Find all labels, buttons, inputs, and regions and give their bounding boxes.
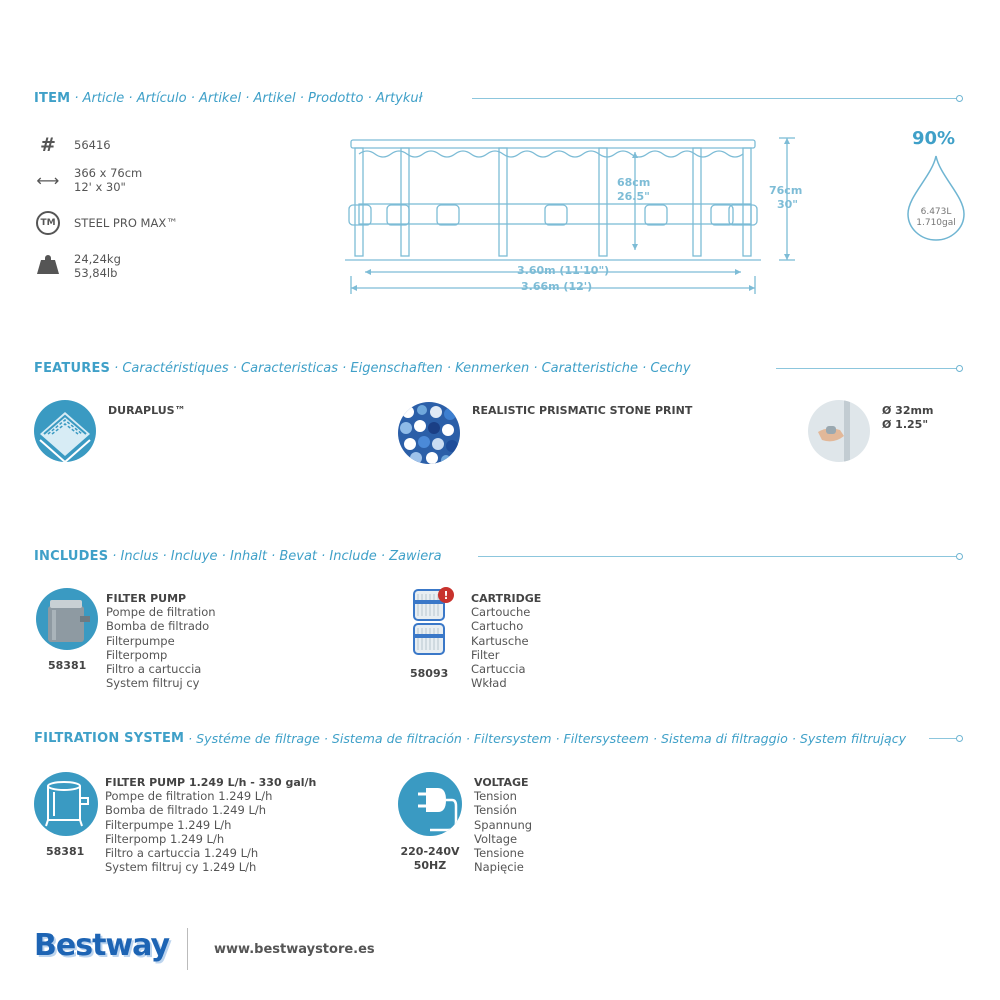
- footer-divider: [187, 928, 188, 970]
- section-divider: [776, 368, 957, 369]
- store-url-link[interactable]: www.bestwaystore.es: [214, 942, 375, 957]
- hose-diameter-in: Ø 1.25": [882, 418, 929, 431]
- inner-width-label: 3.60m (11'10"): [517, 264, 610, 277]
- spec-number: # 56416: [34, 134, 111, 156]
- hose-connection-icon: [808, 400, 870, 462]
- cartridge-image: [408, 586, 460, 660]
- plug-icon: [398, 772, 462, 836]
- section-divider: [929, 738, 957, 739]
- spec-weight: 24,24kg 53,84lb: [34, 252, 121, 280]
- divider-end-dot: [956, 553, 963, 560]
- height-cm-label: 76cm: [769, 184, 803, 197]
- spec-frame: TM STEEL PRO MAX™: [34, 211, 178, 235]
- features-heading: FEATURES · Caractéristiques · Caracteristicas · Eigenschaften · Kenmerken · Caratteristiche · Cechy: [34, 360, 691, 376]
- filter-pump-code: 58381: [48, 659, 87, 672]
- filtration-pump-code: 58381: [46, 845, 85, 858]
- section-divider: [478, 556, 957, 557]
- hose-diameter-mm: Ø 32mm: [882, 404, 934, 417]
- includes-heading: INCLUDES · Inclus · Incluye · Inhalt · Bevat · Include · Zawiera: [34, 548, 442, 564]
- brand-logo: Bestway: [34, 928, 170, 963]
- divider-end-dot: [956, 735, 963, 742]
- feature-duraplus-label: DURAPLUS™: [108, 404, 186, 417]
- filtration-heading: FILTRATION SYSTEM · Systéme de filtrage · Sistema de filtración · Filtersystem · Filtersysteem · Sistema di filtraggio · System filtrujący: [34, 730, 907, 746]
- stone-print-icon: [398, 402, 460, 464]
- hash-icon: #: [40, 134, 56, 156]
- outer-width-label: 3.66m (12'): [521, 280, 593, 293]
- inner-depth-in-label: 26.5": [617, 190, 650, 203]
- duraplus-material-icon: [34, 400, 96, 462]
- filter-pump-image: [36, 588, 98, 650]
- svg-text:!: !: [443, 589, 449, 602]
- double-arrow-icon: ⟷: [36, 170, 60, 190]
- inner-depth-cm-label: 68cm: [617, 176, 651, 189]
- frequency-value: 50HZ: [413, 859, 447, 872]
- section-divider: [472, 98, 957, 99]
- cartridge-code: 58093: [410, 667, 449, 680]
- divider-end-dot: [956, 95, 963, 102]
- weight-icon: [34, 254, 62, 279]
- filter-pump-outline-icon: [34, 772, 98, 836]
- voltage-info: VOLTAGE Tension Tensión Spannung Voltage Tensione Napięcie: [474, 776, 533, 875]
- filtration-pump-info: FILTER PUMP 1.249 L/h - 330 gal/h Pompe de filtration 1.249 L/h Bomba de filtrado 1.249 L/h Filterpumpe 1.249 L/h Filterpomp 1.249 L/h Filtro a cartuccia 1.249 L/h System filtruj cy 1.249 L/h: [105, 776, 317, 875]
- voltage-value: 220-240V: [400, 845, 460, 858]
- height-in-label: 30": [777, 198, 799, 211]
- divider-end-dot: [956, 365, 963, 372]
- spec-size: ⟷ 366 x 76cm 12' x 30": [34, 166, 142, 194]
- item-heading: ITEM · Article · Artículo · Artikel · Artikel · Prodotto · Artykuł: [34, 90, 423, 106]
- pool-diagram: [345, 128, 815, 298]
- tm-icon: TM: [34, 211, 62, 235]
- filter-pump-info: FILTER PUMP Pompe de filtration Bomba de filtrado Filterpumpe Filterpomp Filtro a cartuccia System filtruj cy: [106, 592, 216, 691]
- capacity-gallons: 1.710gal: [916, 218, 956, 228]
- cartridge-info: CARTRIDGE Cartouche Cartucho Kartusche Filter Cartuccia Wkład: [471, 592, 542, 691]
- capacity-percent: 90%: [912, 128, 956, 149]
- feature-stone-print-label: REALISTIC PRISMATIC STONE PRINT: [472, 404, 693, 417]
- capacity-liters: 6.473L: [920, 207, 952, 217]
